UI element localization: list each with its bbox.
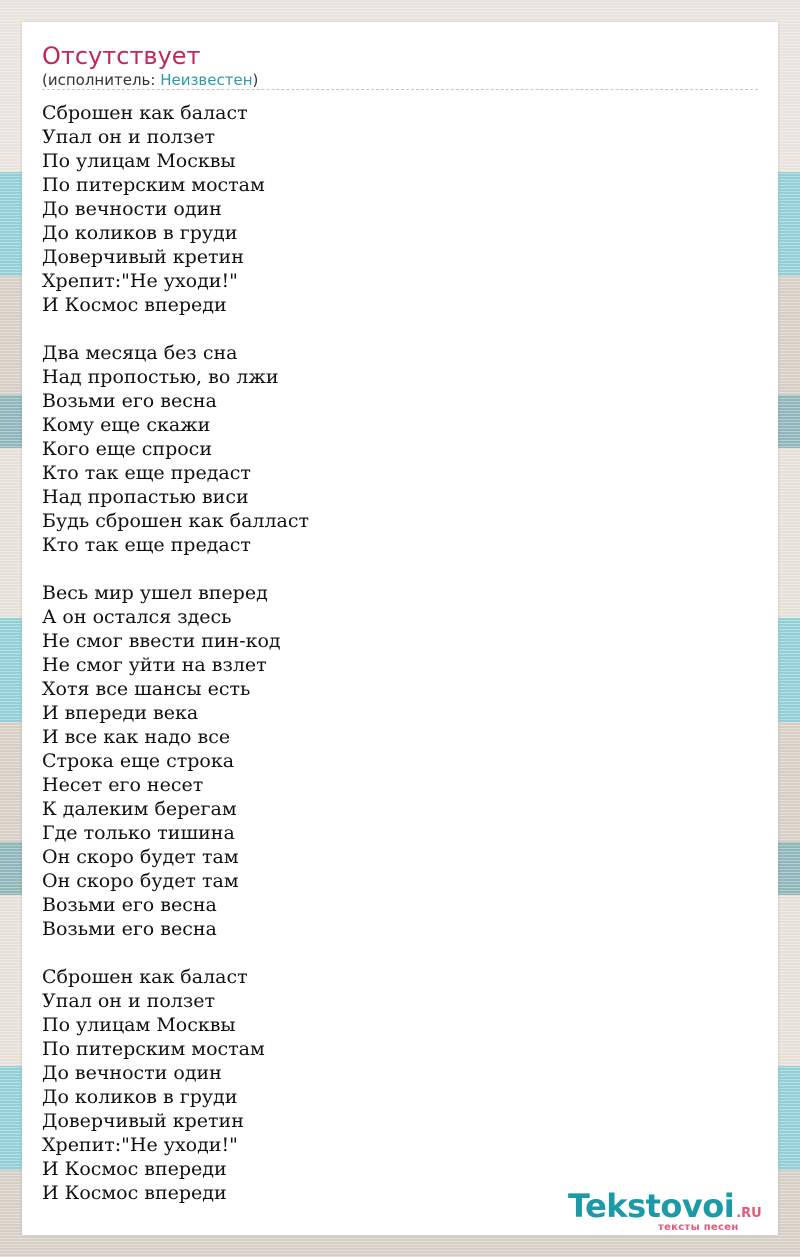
lyric-line: Будь сброшен как балласт <box>42 510 310 532</box>
artist-line <box>42 71 258 89</box>
site-logo[interactable] <box>568 1188 774 1234</box>
logo-name: Tekstovoi <box>568 1187 735 1225</box>
lyric-line: По улицам Москвы <box>42 150 236 172</box>
lyric-line: Упал он и ползет <box>42 126 215 148</box>
lyric-line: Кто так еще предаст <box>42 462 251 484</box>
lyric-line: И Космос впереди <box>42 1182 227 1204</box>
lyric-line: Над пропастью виси <box>42 486 249 508</box>
lyric-line: Где только тишина <box>42 822 235 844</box>
lyric-line: Не смог ввести пин-код <box>42 630 281 652</box>
artist-suffix: ) <box>252 71 259 89</box>
lyric-line: Сброшен как баласт <box>42 966 248 988</box>
artist-link[interactable]: Неизвестен <box>160 71 253 89</box>
lyric-line: А он остался здесь <box>42 606 232 628</box>
lyric-line: И впереди века <box>42 702 199 724</box>
lyric-line: По питерским мостам <box>42 1038 265 1060</box>
lyrics-stanza <box>42 341 742 557</box>
lyric-line: До коликов в груди <box>42 1086 238 1108</box>
lyric-line: Доверчивый кретин <box>42 246 244 268</box>
lyric-line: Доверчивый кретин <box>42 1110 244 1132</box>
lyrics-stanza <box>42 581 742 941</box>
lyric-line: Сброшен как баласт <box>42 102 248 124</box>
logo-tagline: тексты песен <box>658 1222 739 1233</box>
lyric-line: Возьми его весна <box>42 894 217 916</box>
lyrics-stanza <box>42 101 742 317</box>
lyric-line: И все как надо все <box>42 726 231 748</box>
lyric-line: Упал он и ползет <box>42 990 215 1012</box>
lyric-line: До вечности один <box>42 1062 222 1084</box>
artist-prefix: (исполнитель: <box>42 71 161 89</box>
lyric-line: По улицам Москвы <box>42 1014 236 1036</box>
title-divider <box>42 89 758 90</box>
lyric-line: Кто так еще предаст <box>42 534 251 556</box>
lyrics-stanza <box>42 965 742 1205</box>
lyric-line: Несет его несет <box>42 774 204 796</box>
lyrics-text <box>42 101 742 1229</box>
lyric-line: И Космос впереди <box>42 294 227 316</box>
lyric-line: Кому еще скажи <box>42 414 211 436</box>
lyric-line: И Космос впереди <box>42 1158 227 1180</box>
lyric-line: Строка еще строка <box>42 750 235 772</box>
lyric-line: Он скоро будет там <box>42 846 239 868</box>
lyric-line: Хотя все шансы есть <box>42 678 251 700</box>
logo-domain: .RU <box>736 1206 762 1221</box>
lyric-line: К далеким берегам <box>42 798 237 820</box>
lyric-line: До коликов в груди <box>42 222 238 244</box>
lyric-line: Кого еще спроси <box>42 438 212 460</box>
lyric-line: Над пропостью, во лжи <box>42 366 279 388</box>
lyric-line: Хрепит:"Не уходи!" <box>42 1134 238 1156</box>
lyric-line: Два месяца без сна <box>42 342 238 364</box>
lyric-line: Возьми его весна <box>42 390 217 412</box>
lyric-line: Он скоро будет там <box>42 870 239 892</box>
lyric-line: Хрепит:"Не уходи!" <box>42 270 238 292</box>
lyric-line: До вечности один <box>42 198 222 220</box>
lyric-line: Возьми его весна <box>42 918 217 940</box>
lyric-line: Не смог уйти на взлет <box>42 654 267 676</box>
lyrics-card <box>22 22 778 1235</box>
lyric-line: Весь мир ушел вперед <box>42 582 268 604</box>
song-title: Отсутствует <box>42 42 201 70</box>
lyric-line: По питерским мостам <box>42 174 265 196</box>
